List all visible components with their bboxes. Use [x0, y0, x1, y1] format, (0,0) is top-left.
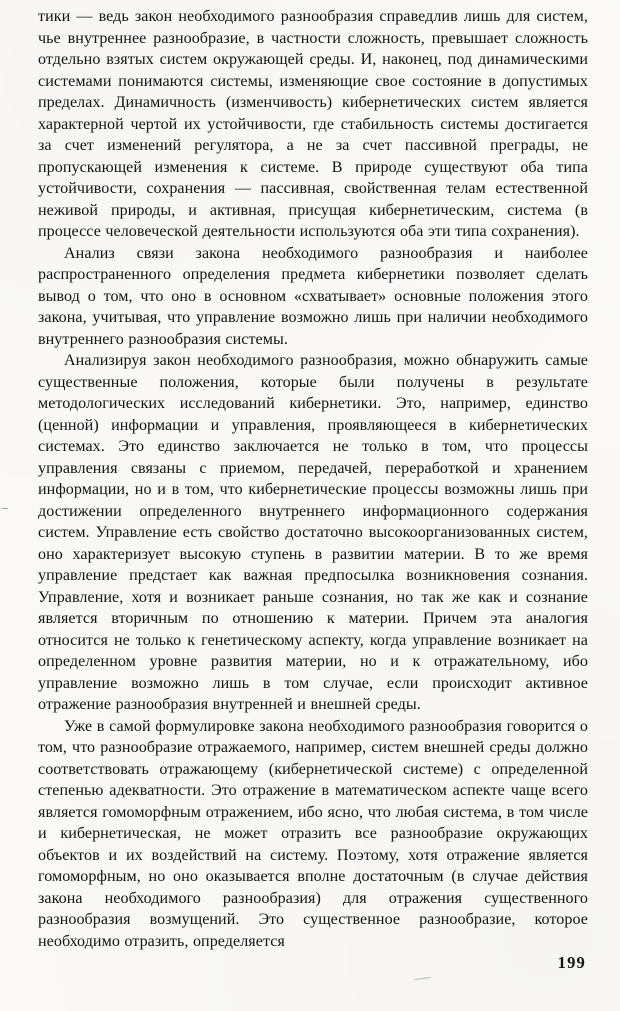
page-edge-mark	[2, 508, 8, 509]
paragraph-3: Анализируя закон необходимого разнообразия, можно обнаружить самые существенные положения, которые были получены в результате методологических исследований кибернетики. Это, например, единство (ценной) информации и управления, проявляющееся в кибернетических системах. Это единство заключается не только в том, что процессы управления связаны с приемом, передачей, переработкой и хранением информации, но и в том, что кибернетические процессы возможны лишь при достижении определенного внутреннего информационного содержания систем. Управление есть свойство достаточно высокоорганизованных систем, оно характеризует высокую ступень в развитии материи. В то же время управление предстает как важная предпосылка возникновения сознания. Управление, хотя и возникает раньше сознания, но так же как и сознание является вторичным по отношению к материи. Причем эта аналогия относится не только к генетическому аспекту, когда управление возникает на определенном уровне развития материи, но и к отражательному, ибо управление возможно лишь в том случае, если происходит активное отражение разнообразия внутренней и внешней среды.	[38, 352, 588, 713]
paragraph-4: Уже в самой формулировке закона необходимого разнообразия говорится о том, что разнообразие отражаемого, например, систем внешней среды должно соответствовать отражающему (кибернетической системе) с определенной степенью адекватности. Это отражение в математическом аспекте чаще всего является гомоморфным отражением, ибо ясно, что любая система, в том числе и кибернетическая, не может отразить все разнообразие окружающих объектов и их воздействий на систему. Поэтому, хотя отражение является гомоморфным, но оно оказывается вполне достаточным (в случае действия закона необходимого разнообразия) для отражения существенного разнообразия возмущений. Это существенное разнообразие, которое необходимо отразить, определяется	[38, 717, 588, 950]
paragraph-1: тики — ведь закон необходимого разнообразия справедлив лишь для систем, чье внутреннее разнообразие, в частности сложность, превышает сложность отдельно взятых систем окружающей среды. И, наконец, под динамическими системами понимаются системы, изменяющие свое состояние в допустимых пределах. Динамичность (изменчивость) кибернетических систем является характерной чертой их устойчивости, где стабильность системы достигается за счет изменений регулятора, а не за счет пассивной преграды, не пропускающей изменения к системе. В природе существуют оба типа устойчивости, сохранения — пассивная, свойственная телам естественной неживой природы, и активная, присущая кибернетическим, система (в процессе человеческой деятельности используются оба эти типа сохранения).	[38, 8, 588, 240]
paragraph-2: Анализ связи закона необходимого разнообразия и наиболее распространенного определения предмета кибернетики позволяет сделать вывод о том, что оно в основном «схватывает» основные положения этого закона, учитывая, что управление возможно лишь при наличии необходимого внутреннего разнообразия системы.	[38, 244, 588, 348]
page-scuff-mark	[413, 968, 430, 980]
page-number: 199	[557, 953, 586, 972]
body-text-column	[38, 6, 588, 952]
